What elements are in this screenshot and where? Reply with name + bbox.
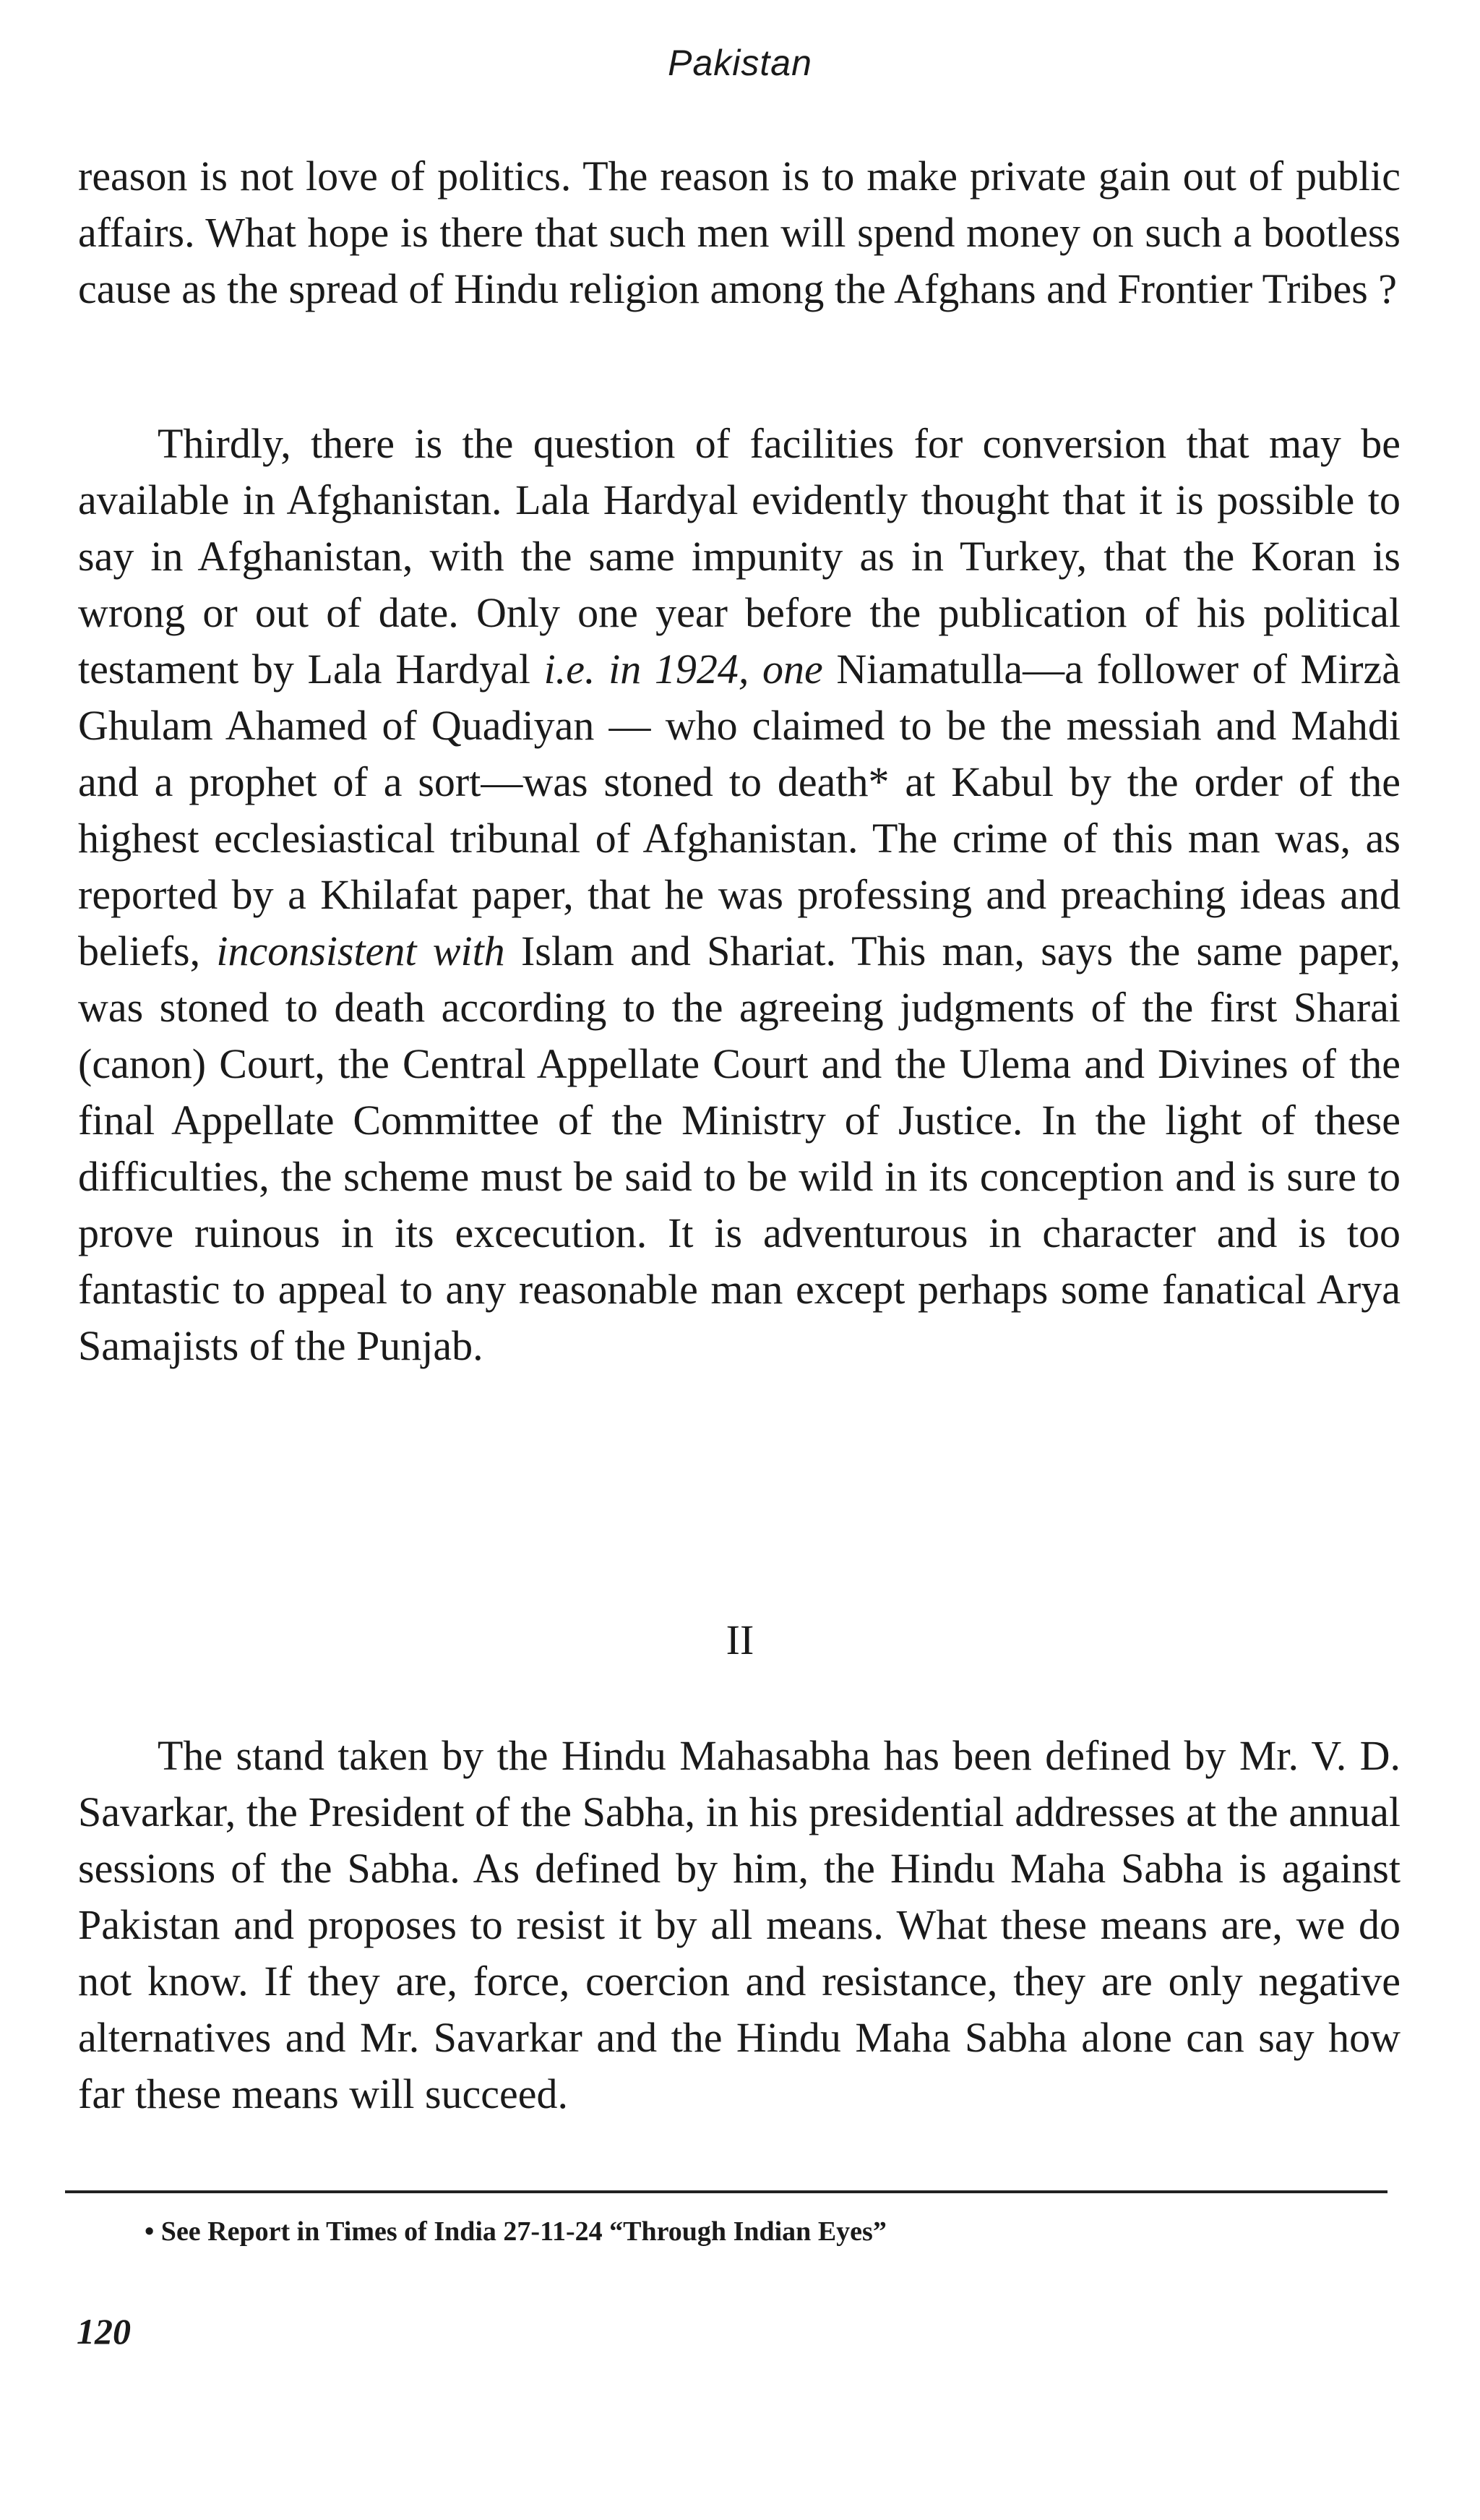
paragraph-text [78,416,1401,1374]
paragraph-segment: Thirdly, there is the question of facilities for conversion that may be available in Afghanistan. Lala Hardyal evidently thought that it is possible to say in Afghanistan, with the same impunity as in Turkey, that the Koran is wrong or out of date. Only one year before the publication of his political testament by Lala Hardyal [78,420,1401,693]
footnote: • See Report in Times of India 27-11-24 “Through Indian Eyes” [145,2216,887,2247]
italic-segment: i.e. in 1924, one [543,646,823,693]
paragraph-segment: Islam and Shariat. This man, says the same paper, was stoned to death according to the agreeing judgments of the first Sharai (canon) Court, the Central Appellate Court and the Ulema and Divines of the final Appellate Committee of the Ministry of Justice. In the light of these difficulties, the scheme must be said to be wild in its conception and is sure to prove ruinous in its excecution. It is adventurous in character and is too fantastic to appeal to any reasonable man except perhaps some fanatical Arya Samajists of the Punjab. [78,927,1401,1369]
paragraph-segment: Niamatulla—a follower of Mirzà Ghulam Ahamed of Quadiyan — who claimed to be the messiah and Mahdi and a prophet of a sort—was stoned to death* at Kabul by the order of the highest ecclesiastical tribunal of Afghanistan. The crime of this man was, as reported by a Khilafat paper, that he was professing and preaching ideas and beliefs, [78,646,1401,974]
paragraph-continued [78,148,1401,317]
paragraph-text: reason is not love of politics. The reason is to make private gain out of public affairs. What hope is there that such men will spend money on such a bootless cause as the spread of Hindu religion among the Afghans and Frontier Tribes ? [78,153,1401,312]
section-number: II [726,1616,754,1663]
paragraph-thirdly [78,416,1401,1374]
page-number: 120 [77,2311,131,2352]
paragraph-mahasabha [78,1728,1401,2122]
footnote-rule [65,2190,1388,2193]
paragraph-text: The stand taken by the Hindu Mahasabha has been defined by Mr. V. D. Savarkar, the President of the Sabha, in his presidential addresses at the annual sessions of the Sabha. As defined by him, the Hindu Maha Sabha is against Pakistan and proposes to resist it by all means. What these means are, we do not know. If they are, force, coercion and resistance, they are only negative alternatives and Mr. Savarkar and the Hindu Maha Sabha alone can say how far these means will succeed. [78,1732,1401,2117]
running-head: Pakistan [668,43,812,83]
italic-segment: inconsistent with [216,927,505,974]
